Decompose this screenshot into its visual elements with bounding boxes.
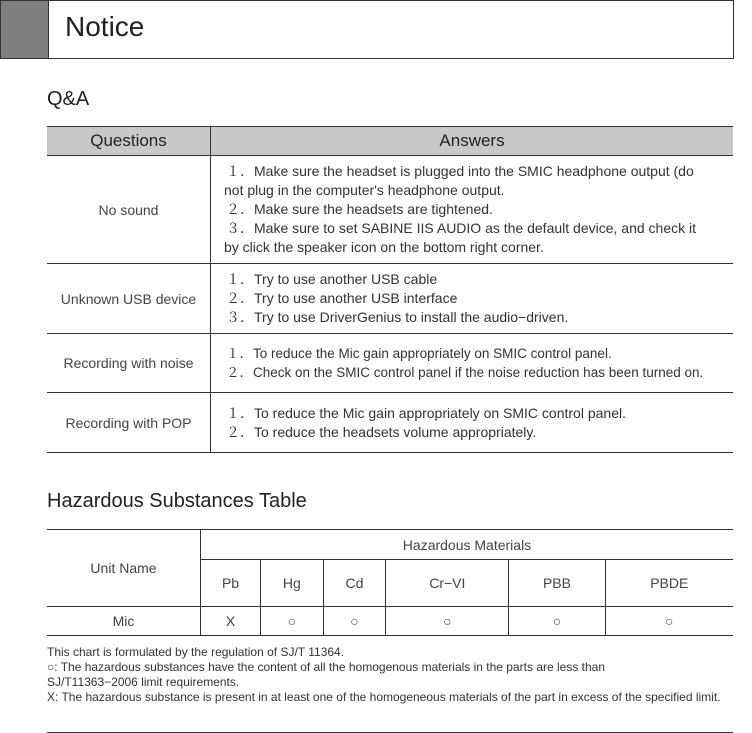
- value-cell: ○: [386, 607, 509, 636]
- material-header: Cd: [323, 560, 386, 607]
- note-line: This chart is formulated by the regulation of SJ/T 11364.: [47, 645, 345, 659]
- note-line: ○: The hazardous substances have the content of all the homogenous materials in the parts are less than SJ/T11363−2006 limit requirements.: [47, 660, 606, 689]
- question-cell: Unknown USB device: [47, 264, 211, 334]
- answer-line: ２．Make sure the headsets are tightened.: [226, 201, 493, 217]
- question-cell: Recording with POP: [47, 393, 211, 453]
- answer-line: ２．Try to use another USB interface: [226, 290, 458, 306]
- answer-cell: [211, 156, 734, 264]
- answer-line: not plug in the computer's headphone output.: [224, 182, 505, 198]
- mic-row: [47, 607, 733, 636]
- qa-row-recording-noise: [47, 334, 733, 393]
- material-header: Cr−VI: [386, 560, 509, 607]
- hazard-table: [47, 529, 733, 636]
- material-header: PBDE: [650, 575, 689, 591]
- qa-header-row: [47, 127, 733, 156]
- answer-line: １．To reduce the Mic gain appropriately on SMIC control panel.: [226, 404, 626, 421]
- value-cell: ○: [261, 607, 324, 636]
- value-cell: ○: [509, 607, 605, 636]
- hazard-heading: Hazardous Substances Table: [47, 490, 307, 512]
- answer-line: ３．Try to use DriverGenius to install the audio−driven.: [226, 309, 569, 325]
- material-header: PBB: [509, 560, 605, 607]
- hazard-notes: [47, 645, 737, 705]
- note-line: X: The hazardous substance is present in at least one of the homogeneous materials of the part in excess of the specified limit.: [47, 690, 721, 704]
- answer-cell: [211, 393, 734, 453]
- answer-line: by click the speaker icon on the bottom right corner.: [224, 239, 544, 255]
- value-cell: ○: [605, 607, 733, 636]
- hazardous-materials-header: Hazardous Materials: [201, 530, 734, 560]
- questions-header: Questions: [47, 127, 211, 156]
- hazard-header-row: [47, 530, 733, 560]
- qa-table: [47, 126, 733, 453]
- answers-header: Answers: [211, 127, 734, 156]
- value-cell: ○: [323, 607, 386, 636]
- answer-line: １．Try to use another USB cable: [226, 271, 438, 287]
- answer-line: １．To reduce the Mic gain appropriately on SMIC control panel.: [226, 346, 612, 361]
- notice-header: [0, 0, 734, 59]
- answer-line: ２．Check on the SMIC control panel if the noise reduction has been turned on.: [226, 365, 704, 380]
- answer-cell: [211, 264, 734, 334]
- answer-line: ２．To reduce the headsets volume appropriately.: [226, 423, 537, 440]
- value-cell: X: [201, 607, 261, 636]
- answer-line: ３．Make sure to set SABINE IIS AUDIO as the default device, and check it: [226, 220, 696, 236]
- answer-cell: [211, 334, 734, 393]
- qa-row-unknown-usb: [47, 264, 733, 334]
- material-header: Pb: [201, 560, 261, 607]
- qa-heading: Q&A: [47, 88, 90, 110]
- question-cell: Recording with noise: [47, 334, 211, 393]
- answer-line: １．Make sure the headset is plugged into the SMIC headphone output (do: [226, 163, 694, 179]
- material-header: Hg: [261, 560, 324, 607]
- notice-title: Notice: [65, 11, 145, 42]
- unit-cell: Mic: [47, 607, 201, 636]
- unit-name-header: Unit Name: [47, 530, 201, 607]
- notice-tab-block: [1, 1, 49, 58]
- qa-row-recording-pop: [47, 393, 733, 453]
- question-cell: No sound: [47, 156, 211, 264]
- qa-row-no-sound: [47, 156, 733, 264]
